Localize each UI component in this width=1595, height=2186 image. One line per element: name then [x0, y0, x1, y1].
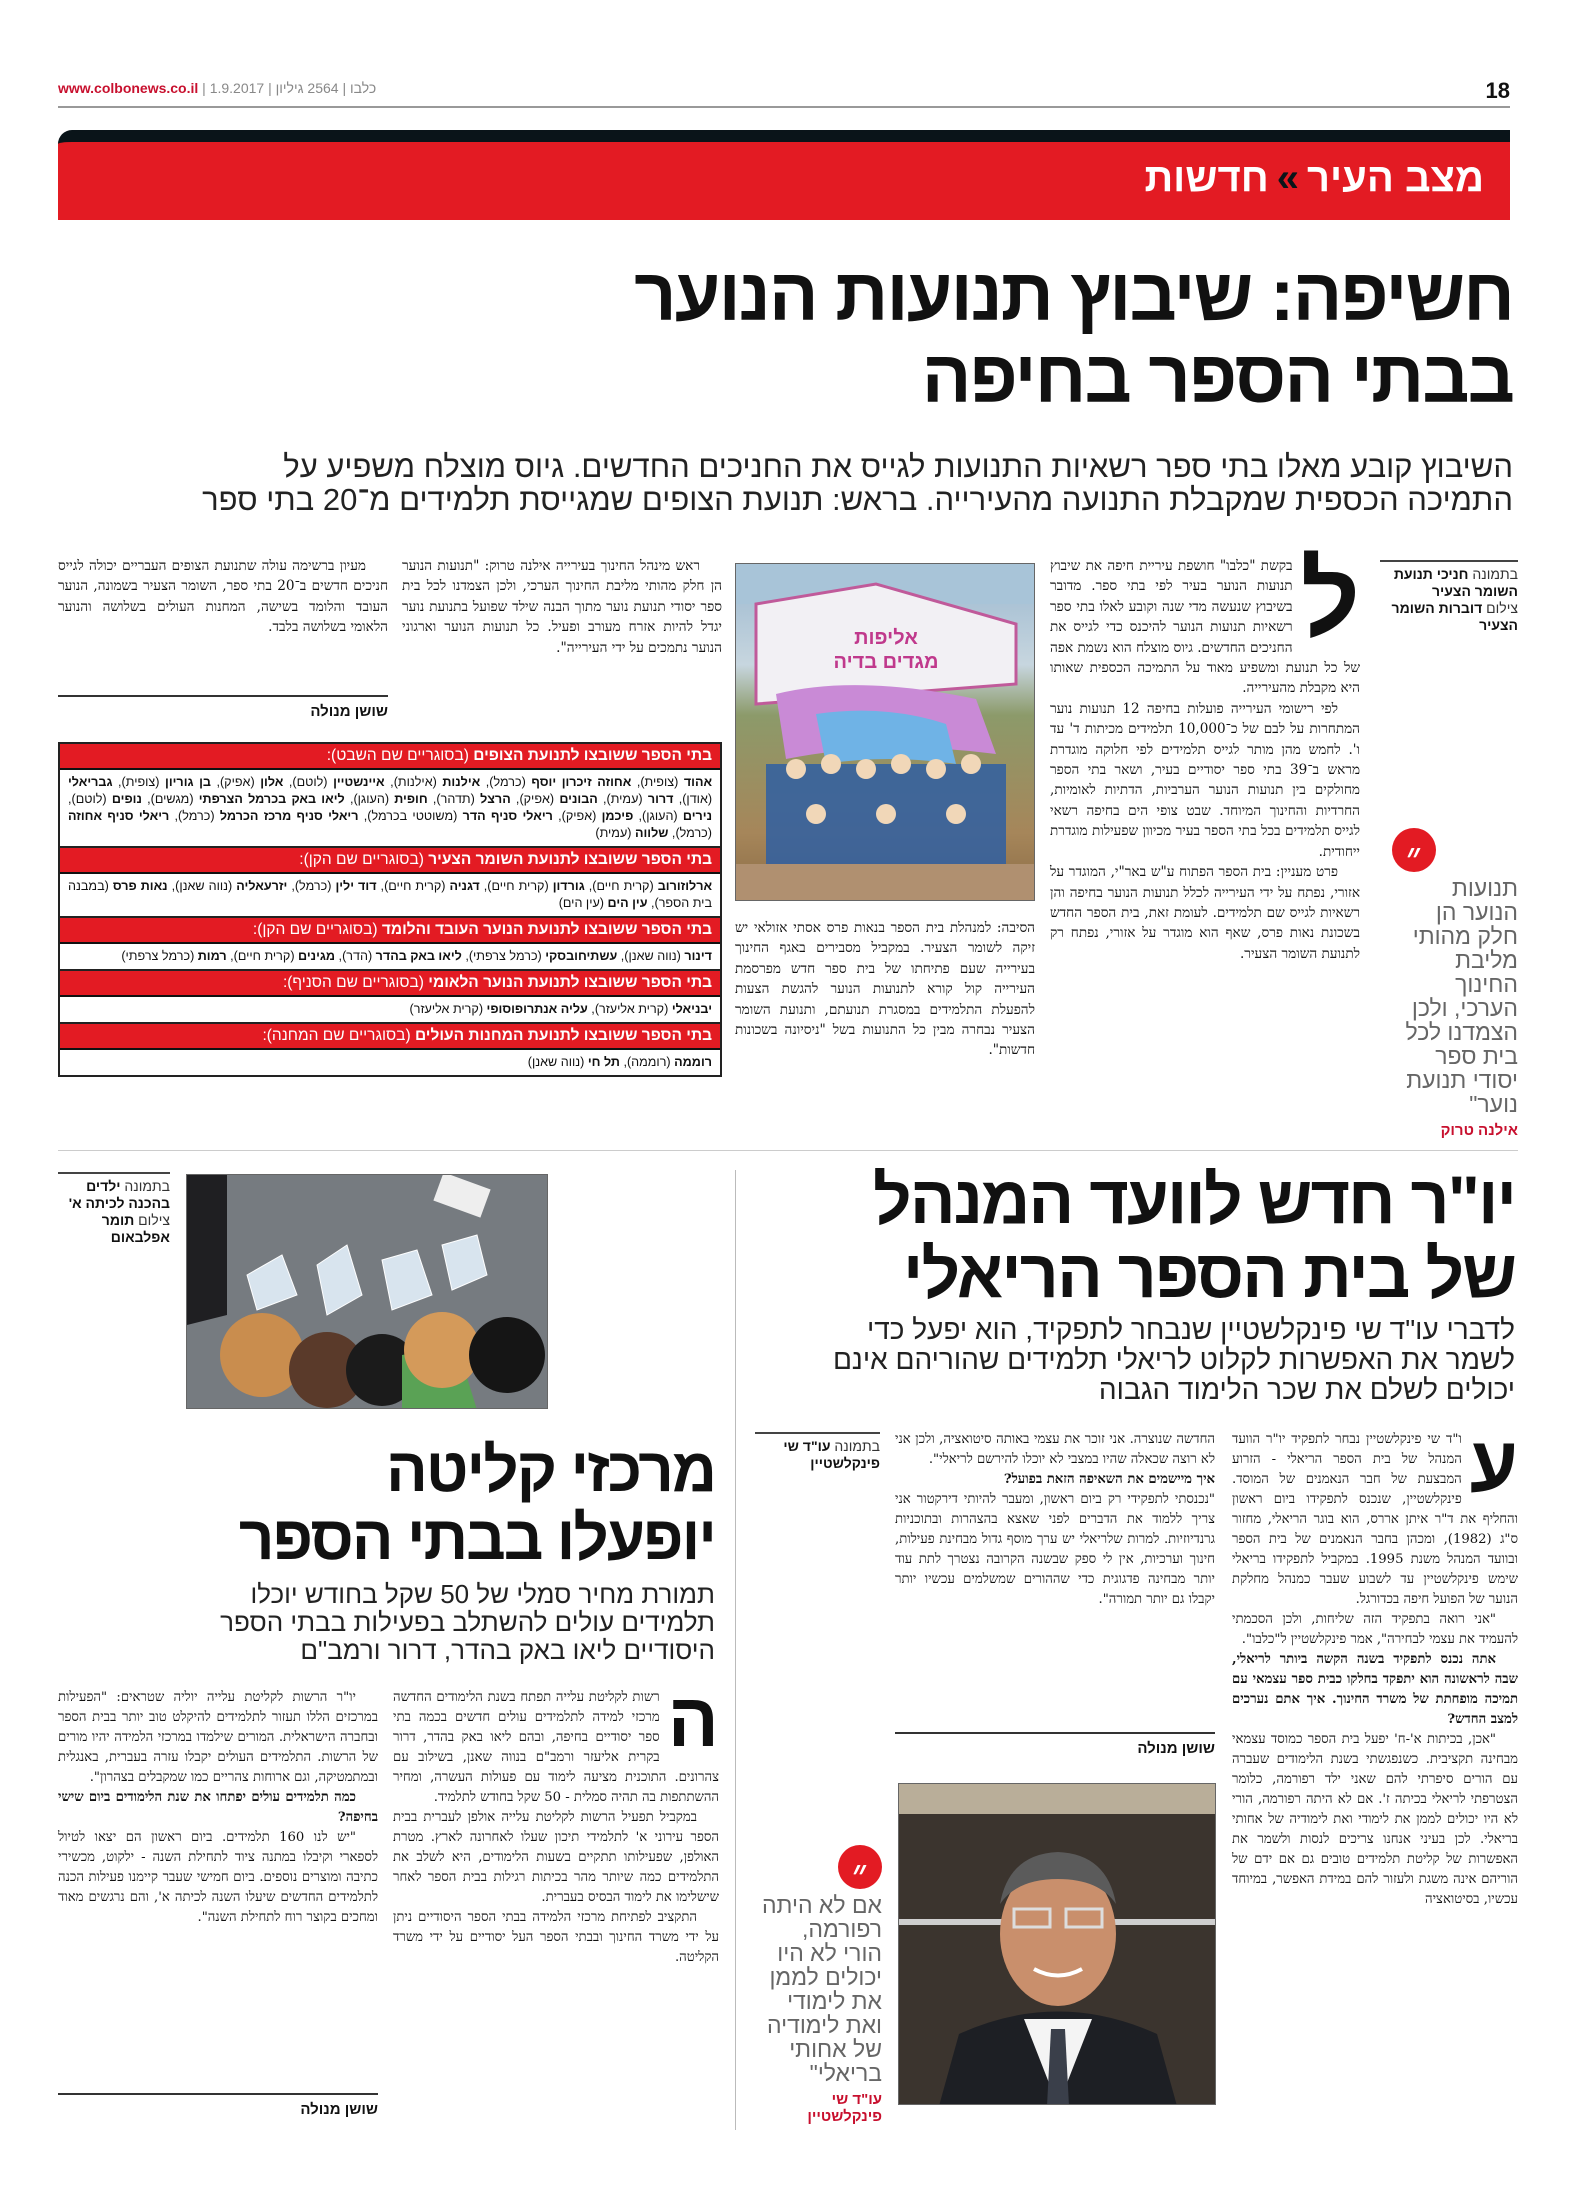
deck-line: תלמידים עולים להשתלב בפעילות בבתי הספר	[220, 1607, 715, 1638]
movement-branch: (צופית)	[640, 775, 679, 789]
article1-photo-caption	[1380, 560, 1518, 634]
paragraph: "אכן, בכיתות א'-ח' יפעל בית הספר כמוסד עצמאי מבחינה תקציבית. כשנפגשתי בשנת הלימודים שעברה עם הורים סיפרתי להם שאני ילד רפורמה, כלומר הצטרפתי לריאלי בכיתה ז'. אם לא היתה רפורמה, הורי לא היו יכולים לממן את לימודי ואת לימודיה של אחותי בריאלי. לכן בעיני אנחנו צריכים לנסות ולשמר את האפשרות של קליטת תלמידים טובים גם אם ידם של הוריהם אינה משגת ולעזור להם במידת האפשר, במיוחד עכשיו, בסיטואציה	[1232, 1732, 1518, 1907]
school-name: ארלוזורוב	[657, 879, 713, 893]
headline-line: מרכזי קליטה	[385, 1436, 715, 1505]
paragraph: "יש לנו 160 תלמידים. ביום ראשון הם יצאו לטיול לספארי וקיבלו במתנה ציוד לתחילת השנה - ילקוט, מכשירי כתיבה ומוצרים נוספים. ביום חמישי שעבר קיימנו פעילות הכנה לתלמידים החדשים שיעלו השנה לכיתה א', והם נרגשים מאוד ומחכים בקוצר רוח לתחילת השנה".	[58, 1830, 378, 1925]
movement-branch: (כרמל צרפתי)	[468, 949, 542, 963]
credit-prefix: צילום	[1486, 600, 1518, 616]
quote-icon: ״	[838, 1845, 882, 1889]
paragraph: התקציב לפתיחת מרכזי הלמידה בבתי הספר היסודיים ניתן על ידי משרד החינוך ובבתי הספר העל יסודיים על ידי משרד הקליטה.	[393, 1910, 719, 1965]
movement-branch: (אילנות)	[393, 775, 437, 789]
caption-prefix: בתמונה	[124, 1178, 170, 1194]
category-name: חדשות	[1144, 156, 1269, 200]
deck-line: היסודיים ליאו באק בהדר, דרור ורמב"ם	[300, 1635, 715, 1666]
drop-cap: ל	[1300, 542, 1360, 658]
caption-subject: עו"ד שי פינקלשטיין	[783, 1438, 880, 1471]
school-name: ליאו באק בכרמל הצרפתי	[198, 792, 345, 806]
school-name: נאות פרס	[112, 879, 168, 893]
kids-camp-photo-icon	[736, 564, 1035, 901]
table-header	[60, 848, 720, 874]
sign-line: אליפות	[854, 627, 918, 649]
paragraph: הסיבה: למנהלת בית הספר בנאות פרס אסתי אזולאי יש זיקה לשומר הצעיר. במקביל מסבירים באגף החינוך בעירייה שעם פתיחתו של בית ספר חדש מפרסמת העירייה קול קורא לתנועות הנוער להגשת הצעות להפעלת התלמידים במסגרת תנועתם, ותנועת השומר הצעיר נבחרה מבין כל התנועות בשל "ניסיונה בשכונות חדשות".	[735, 920, 1035, 1059]
movement-branch: (קרית חיים)	[487, 879, 549, 893]
table-note: (בסוגריים שם המחנה):	[262, 1027, 411, 1044]
drop-cap: ה	[667, 1678, 719, 1763]
article2-column-2	[895, 1430, 1215, 1610]
article2-column-1	[1232, 1420, 1518, 1910]
school-name: ריאלי סניף מרכז הכרמל	[219, 809, 359, 823]
movement-branch: (עין הים)	[558, 896, 604, 910]
movement-branch: (כרמל)	[675, 826, 712, 840]
table-note: (בסוגריים שם הסניף):	[282, 974, 424, 991]
deck-line: השיבוץ קובע מאלו בתי ספר רשאיות התנועות לגייס את החניכים החדשים. גיוס מוצלח משפיע על	[283, 449, 1513, 484]
table-body: דינור (נווה שאנן), עשתיחובסקי (כרמל צרפתי), ליאו באק בהדר (הדר), מגינים (קרית חיים), רמות (כרמל צרפתי)	[60, 944, 720, 971]
masthead-info	[58, 80, 376, 96]
school-name: דגניה	[449, 879, 480, 893]
school-name: ריאלי סניף אחוזה	[68, 809, 170, 823]
movement-branch: (כרמל צרפתי)	[121, 949, 195, 963]
school-name: אהוד	[683, 775, 713, 789]
article1-column-3	[402, 556, 722, 658]
section-divider	[58, 1150, 1518, 1151]
article2-photo	[898, 1783, 1216, 2105]
movement-branch: (העוגן)	[642, 809, 678, 823]
article1-column-2	[735, 918, 1035, 1061]
article3-column-2	[58, 1688, 378, 1928]
table-title: בתי הספר ששובצו לתנועת הצופים	[473, 747, 712, 764]
caption-subject: ילדים בהכנה לכיתה א'	[68, 1178, 170, 1211]
movement-branch: (תדהר)	[436, 792, 475, 806]
movement-branch: (נווה שאנן)	[175, 879, 233, 893]
article2-byline: שושן מנולה	[895, 1732, 1215, 1757]
movement-branch: (כרמל)	[489, 775, 526, 789]
movement-branch: (קרית חיים)	[233, 949, 295, 963]
article1-byline: שושן מנולה	[58, 695, 388, 720]
school-assignment-tables	[58, 742, 722, 1077]
article3-byline: שושן מנולה	[58, 2093, 378, 2118]
school-name: נופים	[111, 792, 142, 806]
section-banner	[58, 130, 1510, 220]
school-name: הבונים	[559, 792, 598, 806]
school-name: רמות	[197, 949, 227, 963]
article3-headline	[65, 1436, 715, 1573]
table-header	[60, 971, 720, 997]
school-name: דינור	[684, 949, 712, 963]
site-url[interactable]: www.colbonews.co.il	[58, 80, 199, 96]
pullquote-text: תנועות הנוער הן חלק מהותי מליבת החינוך הערכי, ולכן הצמדנו לכל בית ספר יסודי תנועת נוער"	[1405, 875, 1518, 1117]
article1-photo	[735, 563, 1035, 901]
movement-branch: (עמית)	[595, 826, 632, 840]
article2-pullquote	[760, 1845, 882, 2125]
caption-credit: דוברות השומר הצעיר	[1391, 600, 1518, 633]
table-body: ארלוזורוב (קרית חיים), גורדון (קרית חיים), דגניה (קרית חיים), דוד ילין (כרמל), יזרעאליה (נווה שאנן), נאות פרס (במבנה בית הספר), עין הים (עין הים)	[60, 874, 720, 918]
movement-branch: (צופית)	[121, 775, 160, 789]
header-divider	[58, 106, 1510, 108]
table-title: בתי הספר ששובצו לתנועת הנוער העובד והלומד	[381, 921, 712, 938]
school-name: יבניאלי	[671, 1002, 712, 1016]
deck-line: לשמר את האפשרות לקלוט לריאלי תלמידים שהוריהם אינם	[832, 1344, 1515, 1376]
table-body: אהוד (צופית), אחוזה זיכרון יוסף (כרמל), אילנות (אילנות), איינשטיין (לוטם), אלון (אפיק), בן גוריון (צופית), גבריאלי (אודן), דרור (עמית), הבונים (אפיק), הרצל (תדהר), חופית (העוגן), ליאו באק בכרמל הצרפתי (מגשים), נופים (לוטם), נירים (העוגן), פיכמן (אפיק), ריאלי סניף הדר (משוטטי בכרמל), ריאלי סניף מרכז הכרמל (כרמל), ריאלי סניף אחוזה (כרמל), שלווה (עמית)	[60, 770, 720, 848]
article1-column-4	[58, 556, 388, 638]
photo-sign	[786, 626, 986, 674]
school-name: דוד ילין	[335, 879, 377, 893]
school-name: רוממה	[674, 1055, 712, 1069]
school-name: גורדון	[552, 879, 585, 893]
page-number: 18	[1485, 78, 1510, 103]
school-name: פיכמן	[601, 809, 634, 823]
table-body: רוממה (רוממה), תל חי (נווה שאנן)	[527, 1055, 712, 1069]
pullquote-text: אם לא היתה רפורמה, הורי לא היו יכולים לממן את לימודי ואת לימודיה של אחותי בריאלי"	[761, 1892, 882, 2086]
paragraph: ו"ד שי פינקלשטיין נבחר לתפקיד יו"ר הוועד המנהל של בית הספר הריאלי - הזרוע המבצעת של חבר הנאמנים של המוסד. פינקלשטיין, שנכנס לתפקידו ביום ראשון והחליף את ד"ר איתן אררס, הוא בוגר הריאלי, מחזור ס"ג (1982), ומכהן בחבר הנאמנים של בית הספר ובוועד המנהל משנת 1995. במקביל לתפקידו בריאלי שימש פינקלשטיין עד לשבוע שעבר כמנהל מחלקת הנוער של הפועל חיפה בכדורגל.	[1232, 1432, 1518, 1607]
movement-branch: (אפיק)	[519, 792, 555, 806]
interview-question: כמה תלמידים עולים יפתחו את שנת הלימודים ביום שישי בחיפה?	[58, 1790, 378, 1825]
school-name: ריאלי סניף הדר	[462, 809, 553, 823]
paragraph: החדשה שנוצרה. אני זוכר את עצמי באותה סיטואציה, ולכן אני לא רוצה שכאלה שהיו במצבי לא יוכלו להירשם לריאלי".	[895, 1432, 1215, 1467]
article2-headline	[715, 1162, 1515, 1312]
paragraph: רשות לקליטת עלייה תפתח בשנת הלימודים החדשה מרכזי למידה לתלמידים עולים חדשים בכמה בתי ספר יסודיים בחיפה, ובהם ליאו באק בהדר, דרור בקרית אליעזר ורמב"ם בנווה שאנן, בשילוב עם צהרונים. התוכנית מציעה לימוד עם פעולות העשרה, ומחיר ההשתתפות בה תהיה סמלית - 50 שקל בחודש לתלמיד.	[393, 1690, 719, 1805]
article3-column-1	[393, 1678, 719, 1968]
caption-prefix: בתמונה	[834, 1438, 880, 1454]
caption-subject: חניכי תנועת השומר הצעיר	[1393, 566, 1518, 599]
interview-question: אתה נכנס לתפקיד בשנה הקשה ביותר לריאלי, שבה לראשונה הוא יתפקד בחלקו כבית ספר עצמאי עם תמיכה מופחתת של משרד החינוך. איך אתם נערכים למצב החדש?	[1232, 1652, 1518, 1727]
movement-branch: (אפיק)	[219, 775, 255, 789]
movement-branch: (לוטם)	[292, 775, 328, 789]
paragraph: בקשת "כלבו" חושפת עיריית חיפה את שיבוץ תנועות הנוער בעיר לפי בתי ספר. מדובר בשיבוץ שנעשה מדי שנה וקובע לאלו בתי ספר רשאיות תנועות הנוער להיכנס כדי לגייס את החניכים החדשים. גיוס מוצלח הוא נשמת אפה של כל תנועת ומשפיע מאוד על התמיכה הכספית שאותו היא מקבלת מהעירייה.	[1050, 558, 1360, 697]
school-name: עין הים	[607, 896, 648, 910]
deck-line: תמורת מחיר סמלי של 50 שקל בחודש יוכלו	[250, 1579, 715, 1609]
article3-deck	[65, 1580, 715, 1664]
paragraph: "אני רואה בתפקיד הזה שליחות, ולכן הסכמתי להעמיד את עצמי לבחירה", אמר פינקלשטיין ל"כלבו".	[1232, 1612, 1518, 1647]
movement-branch: (מגשים)	[150, 792, 194, 806]
pullquote-author: עו"ד שי פינקלשטיין	[807, 2091, 882, 2125]
chevron-icon: »	[1276, 156, 1299, 200]
school-name: עשתיחובסקי	[545, 949, 618, 963]
school-name: יזרעאליה	[236, 879, 288, 893]
interview-question: איך מיישמים את השאיפה הזאת בפועל?	[1003, 1472, 1215, 1487]
movement-branch: (כרמל)	[178, 809, 215, 823]
deck-line: לדברי עו"ד שי פינקלשטיין שנבחר לתפקיד, הוא יפעל כדי	[866, 1314, 1515, 1345]
headline-line: יופעלו בבתי הספר	[238, 1504, 715, 1573]
section-name: מצב העיר	[1307, 156, 1484, 200]
table-title: בתי הספר ששובצו לתנועת הנוער הלאומי	[428, 974, 712, 991]
quote-icon: ״	[1392, 828, 1436, 872]
deck-line: יכולים לשלם את שכר הלימוד הגבוה	[1098, 1374, 1515, 1406]
school-name: דרור	[647, 792, 674, 806]
movement-branch: (קרית אליעזר)	[594, 1002, 669, 1016]
movement-branch: (נווה שאנן)	[527, 1055, 585, 1069]
movement-branch: (אפיק)	[561, 809, 597, 823]
school-name: תל חי	[587, 1055, 620, 1069]
article1-column-1	[1050, 542, 1360, 964]
school-name: שלווה	[634, 826, 669, 840]
paragraph: ראש מינהל החינוך בעירייה אילנה טרוק: "תנועות הנוער הן חלק מהותי מליבת החינוך הערכי, ולכן הצמדנו לכל בית ספר יסודי תנועת נוער מתוך הבנה שילד שפועל בתנועת נוער יגדל להיות אזרח מעורב ופעיל. כל תנועות הנוער וארגוני הנוער נתמכים על ידי העירייה".	[402, 558, 722, 656]
movement-branch: (רוממה)	[626, 1055, 671, 1069]
column-divider	[735, 1170, 736, 2130]
movement-branch: (העוגן)	[353, 792, 390, 806]
school-name: ליאו באק בהדר	[375, 949, 462, 963]
table-title: בתי הספר ששובצו לתנועת השומר הצעיר	[428, 851, 712, 868]
movement-branch: (נווה שאנן)	[624, 949, 681, 963]
article2-deck	[715, 1315, 1515, 1406]
school-name: אילנות	[442, 775, 481, 789]
school-name: בן גוריון	[165, 775, 211, 789]
deck-line: התמיכה הכספית שמקבלת התנועה מהעירייה. בראש: תנועת הצופים שמגייסת תלמידים מ־20 בתי ספר	[202, 482, 1513, 518]
movement-branch: (אודן)	[682, 792, 713, 806]
paragraph: "נכנסתי לתפקידי רק ביום ראשון, ומעבר להיותי דירקטור אני צריך ללמוד את הדברים לפני שאצא בהצהרות ובתוכניות גרנדיוזיות. למרות שלריאלי יש ערך מוסף גדול מבחינת פעילות, חינוך וערכיות, אין לי ספק שבשנה הקרובה נצטרך לתת עוד יותר מבחינה פדגוגית כדי שההורים שמשלמים עכשיו יותר יקבלו גם יותר תמורה".	[895, 1492, 1215, 1607]
paragraph: לפי רישומי העירייה פועלות בחיפה 12 תנועות נוער המתחרות על לבם של כ־10,000 תלמידים מכיתות ד' עד ו'. לחמש מהן מותר לגייס תלמידים לפי חלוקה מוגדרת מראש ב־39 בתי ספר יסודיים בעיר, ושאר בתי הספר מחולקים בין תנועות הנוער הערביות, הדתיות לאומיות, החרדיות והחינוך המיוחד. שבט צופי הים בחיפה רשאי לגייס תלמידים בכל בתי הספר בעיר מכיוון שפעילות מוגדרת ייחודית.	[1050, 700, 1360, 860]
headline-line: בבתי הספר בחיפה	[921, 335, 1513, 418]
article3-photo	[186, 1174, 548, 1409]
table-note: (בסוגריים שם הקן):	[299, 851, 424, 868]
movement-branch: (הדר)	[342, 949, 373, 963]
headline-line: חשיפה: שיבוץ תנועות הנוער	[634, 253, 1513, 336]
paragraph: פרט מעניין: בית הספר הפתוח ע"ש באר"י, המוגדר על אזורי, נפתח על ידי העירייה לכלל תנועות הנוער בחיפה והן רשאיות לגייס שם תלמידים. לעומת זאת, בית הספר החדש בשכונת נאות פרס, שאף הוא מוגדר על אזורי, נפתח רק לתנועת השומר הצעיר.	[1050, 864, 1360, 962]
pullquote-author: אילנה טרוק	[1440, 1122, 1518, 1139]
article2-photo-caption	[755, 1432, 880, 1472]
table-header	[60, 918, 720, 944]
movement-branch: (קרית חיים)	[384, 879, 446, 893]
movement-branch: (במבנה בית הספר)	[68, 879, 712, 910]
drop-cap: ע	[1469, 1420, 1518, 1508]
issue-meta: | כלבו | 2564 גיליון | 1.9.2017	[198, 80, 377, 96]
table-header	[60, 744, 720, 770]
caption-credit: תומר אפלבאום	[101, 1212, 170, 1245]
article1-deck	[53, 450, 1513, 517]
article1-headline	[73, 253, 1513, 418]
paragraph: יו"ר הרשות לקליטת עלייה יוליה שטראים: "הפעילות במרכזים הללו תעזור לתלמידים להיקלט טוב יותר בבית הספר ובחברה הישראלית. המורים שילמדו במרכזי הלמידה יהיו מורים של הרשות. התלמידים העולים יקבלו עזרה בעברית, באנגלית ובמתמטיקה, וגם ארוחות צהריים כמו שמקבלים בצהרון".	[58, 1690, 378, 1785]
paragraph: במקביל תפעיל הרשות לקליטת עלייה אולפן לעברית בבית הספר עירוני א' לתלמידי תיכון שעלו לאחרונה לארץ. מטרת האולפן, שפעילותו תתקיים בשעות הלימודים, היא לשלב את התלמידים כמה שיותר מהר בכיתות רגילות בבית הספר לאחר שישלימו את לימוד הבסיס בעברית.	[393, 1810, 719, 1905]
school-name: גבריאלי	[68, 775, 113, 789]
school-name: נירים	[682, 809, 712, 823]
table-header	[60, 1024, 720, 1050]
credit-prefix: צילום	[138, 1212, 170, 1228]
school-name: עליה אנתרופוסופי	[486, 1002, 588, 1016]
movement-branch: (קרית אליעזר)	[409, 1002, 484, 1016]
school-name: אלון	[260, 775, 284, 789]
school-name: מגינים	[298, 949, 336, 963]
article3-photo-caption	[58, 1172, 170, 1246]
table-title: בתי הספר ששובצו לתנועת המחנות העולים	[414, 1027, 712, 1044]
table-body: יבניאלי (קרית אליעזר), עליה אנתרופוסופי (קרית אליעזר)	[60, 997, 720, 1024]
headline-line: של בית הספר הריאלי	[902, 1236, 1515, 1312]
movement-branch: (משוטטי בכרמל)	[367, 809, 458, 823]
headline-line: יו"ר חדש לוועד המנהל	[872, 1162, 1515, 1238]
movement-branch: (קרית חיים)	[592, 879, 654, 893]
movement-branch: (לוטם)	[71, 792, 107, 806]
school-name: הרצל	[480, 792, 511, 806]
paragraph: מעיון ברשימה עולה שתנועת הצופים העבריים יכולה לגייס חניכים חדשים ב־20 בתי ספר, השומר הצעיר בשמונה, הנוער העובד והלומד בשישה, המחנות העולים בשלושה והנוער הלאומי בשלושה בלבד.	[58, 558, 388, 636]
school-name: חופית	[394, 792, 428, 806]
school-name: אחוזה זיכרון יוסף	[531, 775, 632, 789]
caption-prefix: בתמונה	[1472, 566, 1518, 582]
sign-line: מגדים בדיה	[833, 651, 939, 673]
children-photo-icon	[187, 1175, 548, 1409]
article1-pullquote	[1392, 828, 1518, 1139]
table-note: (בסוגריים שם הקן):	[252, 921, 378, 938]
table-note: (בסוגריים שם השבט):	[326, 747, 469, 764]
portrait-photo-icon	[899, 1784, 1216, 2105]
movement-branch: (עמית)	[606, 792, 643, 806]
school-name: איינשטיין	[333, 775, 385, 789]
movement-branch: (כרמל)	[294, 879, 332, 893]
